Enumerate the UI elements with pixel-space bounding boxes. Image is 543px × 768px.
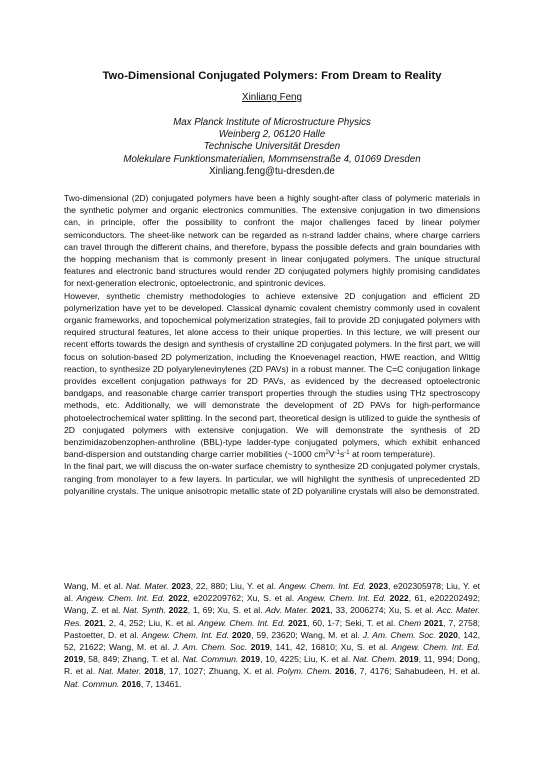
reference-authors: Liu, Y. et al. <box>230 581 279 591</box>
abstract-body <box>64 192 480 497</box>
reference-journal: Nat. Chem. <box>353 654 397 665</box>
reference-year: 2023 <box>368 581 388 591</box>
reference-journal: Nat. Commun. <box>182 654 239 665</box>
abstract-paragraph <box>64 290 480 461</box>
unit-text: s <box>339 449 345 460</box>
reference-journal: Polym. Chem. <box>277 666 332 677</box>
abstract-paragraph: Two-dimensional (2D) conjugated polymers have been a highly sought-after class of polymeric materials in the synthetic polymer and organic electronics communities. The extensive conjugation in two dimensions can, in principle, offer the possibility to confront the major challenges faced by linear polymer semiconductors. The sheet-like network can be regarded as n-strand ladder chains, where charge carriers can travel through the different chains, and therefore, bypass the possible defects and grain boundaries with the hopping mechanism that is commonly present in linear conjugated polymers. The unique structural features and electronic band structures would render 2D conjugated polymers highly promising candidates for next-generation electronic, optoelectronic, and spintronic devices. <box>64 193 480 289</box>
reference-year: 2022 <box>168 593 188 604</box>
affiliation-line: Technische Universität Dresden <box>203 141 341 153</box>
reference-details: , e202209762; <box>187 593 247 604</box>
reference-details: , 58, 849; <box>83 654 123 665</box>
reference-entry <box>64 630 301 640</box>
reference-details: , 61, e202202492; <box>408 593 480 604</box>
reference-entry <box>345 618 480 628</box>
reference-journal: Angew. Chem. Int. Ed. <box>198 617 286 628</box>
reference-details: , 17, 1027; <box>163 666 209 677</box>
reference-authors: Zhuang, X. et al. <box>208 666 278 677</box>
reference-authors: Wang, M. et al. <box>109 642 173 653</box>
reference-authors: Xu, S. et al. <box>217 605 266 616</box>
affiliation-line: Max Planck Institute of Microstructure Physics <box>173 117 371 128</box>
author-name <box>64 92 480 104</box>
reference-year: 2020 <box>438 629 458 640</box>
reference-journal: Angew. Chem. Int. Ed. <box>278 581 366 591</box>
reference-authors: Sahabudeen, H. et al. <box>394 666 480 677</box>
unit-superscript: -1 <box>344 450 350 457</box>
reference-journal: Adv. Mater. <box>265 605 309 616</box>
reference-authors: Liu, K. et al. <box>148 617 199 628</box>
affiliation-line: Weinberg 2, 06120 Halle <box>218 129 326 141</box>
unit-superscript: 2 <box>325 450 329 457</box>
reference-year: 2019 <box>64 654 84 665</box>
reference-entry <box>64 581 230 591</box>
reference-authors: Wang, M. et al. <box>300 629 363 640</box>
reference-journal: Nat. Synth. <box>123 605 166 616</box>
reference-entry <box>109 642 341 652</box>
reference-journal: Nat. Mater. <box>98 666 142 677</box>
reference-year: 2021 <box>288 617 308 628</box>
reference-entry <box>209 666 395 676</box>
reference-authors: Wang, M. et al. <box>64 581 126 591</box>
reference-journal: Angew. Chem. Int. Ed. <box>141 629 229 640</box>
reference-year: 2021 <box>424 617 444 628</box>
reference-year: 2018 <box>144 666 164 677</box>
reference-journal: J. Am. Chem. Soc. <box>172 642 248 653</box>
reference-year: 2016 <box>121 678 141 689</box>
unit-superscript: -1 <box>334 450 340 457</box>
reference-year: 2023 <box>171 581 191 591</box>
paragraph-text: However, synthetic chemistry methodologies to achieve extensive 2D conjugation and efficient 2D polymerization have yet to be developed. Classical dynamic covalent chemistry commonly used in covalent organic frameworks, and topochemical polymerization strategies, fail to provide 2D conjugated polymers with required structural features, let alone access to their unique properties. In this lecture, we will present our recent efforts towards the design and synthesis of crystalline 2D conjugated polymers. In the first part, we will focus on solution-based 2D polymerization, including the Knoevenagel reaction, HWE reaction, and Wittig reaction, to synthesize 2D polyarylenevinylenes (2D PAVs) in a robust manner. The C=C conjugation linkage provides excellent conjugation pathways for 2D PAVs, as evidenced by the decreased optoelectronic bandgaps, and reasonable charge carrier transport properties through the studies using THz spectroscopy methods, etc. Additionally, we will demonstrate the development of 2D PAVs for high-performance photoelectrochemical water splitting. In the second part, theoretical design is utilized to guide the synthesis of 2D conjugated polymers with extensive conjugation. We will demonstrate the synthesis of 2D benzimidazobenzophen-anthroline (BBL)-type ladder-type conjugated polymers, which exhibit enhanced band-dispersion and outstanding charge carrier mobilities (~1000 cm <box>64 290 480 460</box>
reference-details: , 10, 4225; <box>260 654 305 665</box>
unit-text: V <box>328 449 335 460</box>
reference-details: , 22, 880; <box>190 581 231 591</box>
reference-entry <box>247 593 480 603</box>
reference-details: , 141, 42, 16810; <box>269 642 341 653</box>
reference-journal: Chem <box>398 617 422 628</box>
reference-details: , e202305978; <box>387 581 447 591</box>
reference-details: , 7, 2758; <box>443 617 481 628</box>
reference-details: , 59, 23620; <box>251 629 301 640</box>
reference-journal: Angew. Chem. Int. Ed. <box>391 642 480 653</box>
abstract-paragraph: In the final part, we will discuss the on-water surface chemistry to synthesize 2D conjugated polymer crystals, ranging from monolayer to a few layers. In particular, we will highlight the synthesis of unprecedented 2D polyaniline crystals. The unique anisotropic metallic state of 2D polyaniline crystals will also be demonstrated. <box>64 461 480 496</box>
reference-authors: Pastoetter, D. et al. <box>64 629 142 640</box>
reference-authors: Xu, S. et al. <box>340 642 392 653</box>
reference-authors: Liu, Y. et al. <box>64 581 481 604</box>
reference-details: , 142, 52, 21622; <box>64 629 480 653</box>
reference-year: 2022 <box>168 605 188 616</box>
reference-year: 2016 <box>335 666 355 677</box>
reference-journal: Angew. Chem. Int. Ed. <box>76 593 165 604</box>
paper-title: Two-Dimensional Conjugated Polymers: From Dream to Reality <box>102 70 442 82</box>
reference-year: 2019 <box>399 654 419 665</box>
reference-year: 2021 <box>84 617 104 628</box>
reference-authors: Liu, K. et al. <box>304 654 353 665</box>
reference-entry <box>122 654 304 664</box>
reference-details: , 2, 4, 252; <box>103 617 149 628</box>
reference-year: 2022 <box>389 593 409 604</box>
reference-authors: Seki, T. et al. <box>344 617 399 628</box>
reference-details: , 1, 69; <box>187 605 218 616</box>
reference-details: , 33, 2006274; <box>330 605 389 616</box>
reference-details: , 60, 1-7; <box>307 617 345 628</box>
reference-journal: Angew. Chem. Int. Ed. <box>297 593 387 604</box>
reference-details: , 11, 994; <box>418 654 458 665</box>
reference-entry <box>217 605 388 615</box>
reference-details: , 7, 4176; <box>354 666 395 677</box>
reference-details: , 7, 13461. <box>140 678 182 689</box>
reference-authors: Dong, R. et al. <box>64 654 481 677</box>
reference-journal: Nat. Mater. <box>125 581 169 591</box>
reference-year: 2021 <box>311 605 331 616</box>
affiliation-line: Molekulare Funktionsmaterialien, Mommsenstraße 4, 01069 Dresden <box>123 153 421 165</box>
paragraph-text: at room temperature). <box>349 449 436 460</box>
affiliation-block <box>64 117 480 178</box>
reference-year: 2019 <box>250 642 270 653</box>
reference-journal: J. Am. Chem. Soc. <box>362 629 436 640</box>
reference-entry <box>64 605 217 615</box>
reference-entry <box>304 654 457 664</box>
reference-entry <box>149 618 345 628</box>
reference-journal: Acc. Mater. Res. <box>64 605 481 628</box>
reference-authors: Xu, S. et al. <box>388 605 437 616</box>
author-name-text: Xinliang Feng <box>242 92 302 103</box>
reference-year: 2020 <box>231 629 252 640</box>
reference-authors: Xu, S. et al. <box>246 593 298 604</box>
reference-list <box>64 580 480 690</box>
reference-journal: Nat. Commun. <box>64 678 120 689</box>
reference-authors: Zhang, T. et al. <box>122 654 183 665</box>
reference-authors: Wang, Z. et al. <box>64 605 124 616</box>
author-email[interactable]: Xinliang.feng@tu-dresden.de <box>209 165 335 177</box>
reference-entry <box>230 581 446 591</box>
reference-year: 2019 <box>240 654 261 665</box>
